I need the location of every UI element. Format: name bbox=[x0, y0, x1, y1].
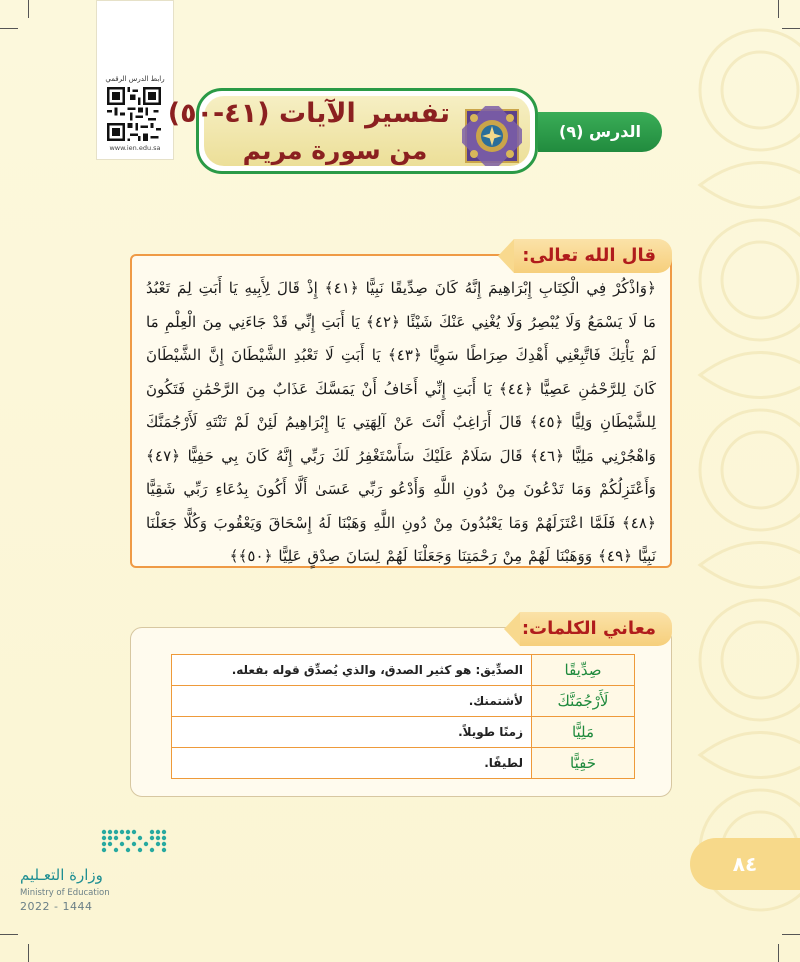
meaning-row bbox=[172, 686, 635, 717]
lesson-title-panel bbox=[167, 96, 530, 166]
qr-code-icon[interactable] bbox=[107, 87, 161, 141]
qr-url[interactable]: www.ien.edu.sa bbox=[109, 144, 161, 152]
lesson-title: تفسير الآيات (٤١-٥٠) bbox=[167, 98, 450, 129]
crop-mark bbox=[28, 944, 29, 962]
meaning-row bbox=[172, 717, 635, 748]
islamic-ornament-icon bbox=[462, 106, 522, 166]
meaning-word: لَأَرْجُمَنَّكَ bbox=[532, 686, 635, 717]
word-meanings-box bbox=[130, 627, 672, 797]
meaning-row bbox=[172, 748, 635, 779]
meaning-row bbox=[172, 655, 635, 686]
ministry-name-ar: وزارة التعـليم bbox=[20, 866, 103, 884]
meaning-definition: الصدِّيق: هو كثير الصدق، والذي يُصدِّق قوله بفعله. bbox=[172, 655, 532, 686]
lesson-subtitle: من سورة مريم bbox=[242, 136, 428, 165]
crop-mark bbox=[0, 28, 18, 29]
meaning-definition: لطيفًا. bbox=[172, 748, 532, 779]
lesson-number-tab: الدرس (٩) bbox=[538, 112, 662, 152]
quran-verses-text: ﴿وَاذْكُرْ فِي الْكِتَابِ إِبْرَاهِيمَ إِنَّهُ كَانَ صِدِّيقًا نَبِيًّا ﴿٤١﴾ إِذْ قَالَ لِأَبِيهِ يَا أَبَتِ لِمَ تَعْبُدُ مَا لَا يَسْمَعُ وَلَا يُبْصِرُ وَلَا يُغْنِي عَنْكَ شَيْئًا ﴿٤٢﴾ يَا أَبَتِ إِنِّي قَدْ جَاءَنِي مِنَ الْعِلْمِ مَا لَمْ يَأْتِكَ فَاتَّبِعْنِي أَهْدِكَ صِرَاطًا سَوِيًّا ﴿٤٣﴾ يَا أَبَتِ لَا تَعْبُدِ الشَّيْطَانَ إِنَّ الشَّيْطَانَ كَانَ لِلرَّحْمَٰنِ عَصِيًّا ﴿٤٤﴾ يَا أَبَتِ إِنِّي أَخَافُ أَنْ يَمَسَّكَ عَذَابٌ مِنَ الرَّحْمَٰنِ فَتَكُونَ لِلشَّيْطَانِ وَلِيًّا ﴿٤٥﴾ قَالَ أَرَاغِبٌ أَنْتَ عَنْ آلِهَتِي يَا إِبْرَاهِيمُ لَئِنْ لَمْ تَنْتَهِ لَأَرْجُمَنَّكَ وَاهْجُرْنِي مَلِيًّا ﴿٤٦﴾ قَالَ سَلَامٌ عَلَيْكَ سَأَسْتَغْفِرُ لَكَ رَبِّي إِنَّهُ كَانَ بِي حَفِيًّا ﴿٤٧﴾ وَأَعْتَزِلُكُمْ وَمَا تَدْعُونَ مِنْ دُونِ اللَّهِ وَأَدْعُو رَبِّي عَسَىٰ أَلَّا أَكُونَ بِدُعَاءِ رَبِّي شَقِيًّا ﴿٤٨﴾ فَلَمَّا اعْتَزَلَهُمْ وَمَا يَعْبُدُونَ مِنْ دُونِ اللَّهِ وَهَبْنَا لَهُ إِسْحَاقَ وَيَعْقُوبَ وَكُلًّا جَعَلْنَا نَبِيًّا ﴿٤٩﴾ وَوَهَبْنَا لَهُمْ مِنْ رَحْمَتِنَا وَجَعَلْنَا لَهُمْ لِسَانَ صِدْقٍ عَلِيًّا ﴿٥٠﴾﴾ bbox=[146, 279, 656, 565]
meaning-word: حَفِيًّا bbox=[532, 748, 635, 779]
meaning-definition: لأشتمنك. bbox=[172, 686, 532, 717]
lesson-title-frame bbox=[167, 88, 538, 174]
crop-mark bbox=[0, 934, 18, 935]
meaning-word: صِدِّيقًا bbox=[532, 655, 635, 686]
meanings-section-header: معاني الكلمات: bbox=[520, 612, 672, 646]
verses-section-header: قال الله تعالى: bbox=[514, 239, 672, 273]
meaning-definition: زمنًا طويلاً. bbox=[172, 717, 532, 748]
page-number: ٨٤ bbox=[690, 838, 800, 890]
edition-year: 2022 - 1444 bbox=[20, 900, 93, 913]
qr-caption: رابط الدرس الرقمي bbox=[105, 75, 165, 83]
ministry-name-en: Ministry of Education bbox=[20, 888, 110, 898]
quran-verses-box bbox=[130, 254, 672, 568]
digital-lesson-qr[interactable] bbox=[96, 0, 174, 160]
meaning-word: مَلِيًّا bbox=[532, 717, 635, 748]
crop-mark bbox=[28, 0, 29, 18]
arabesque-pattern bbox=[650, 0, 800, 962]
ministry-of-education-logo bbox=[20, 826, 180, 916]
word-meanings-table bbox=[171, 654, 635, 779]
ministry-dots-icon bbox=[98, 826, 170, 858]
